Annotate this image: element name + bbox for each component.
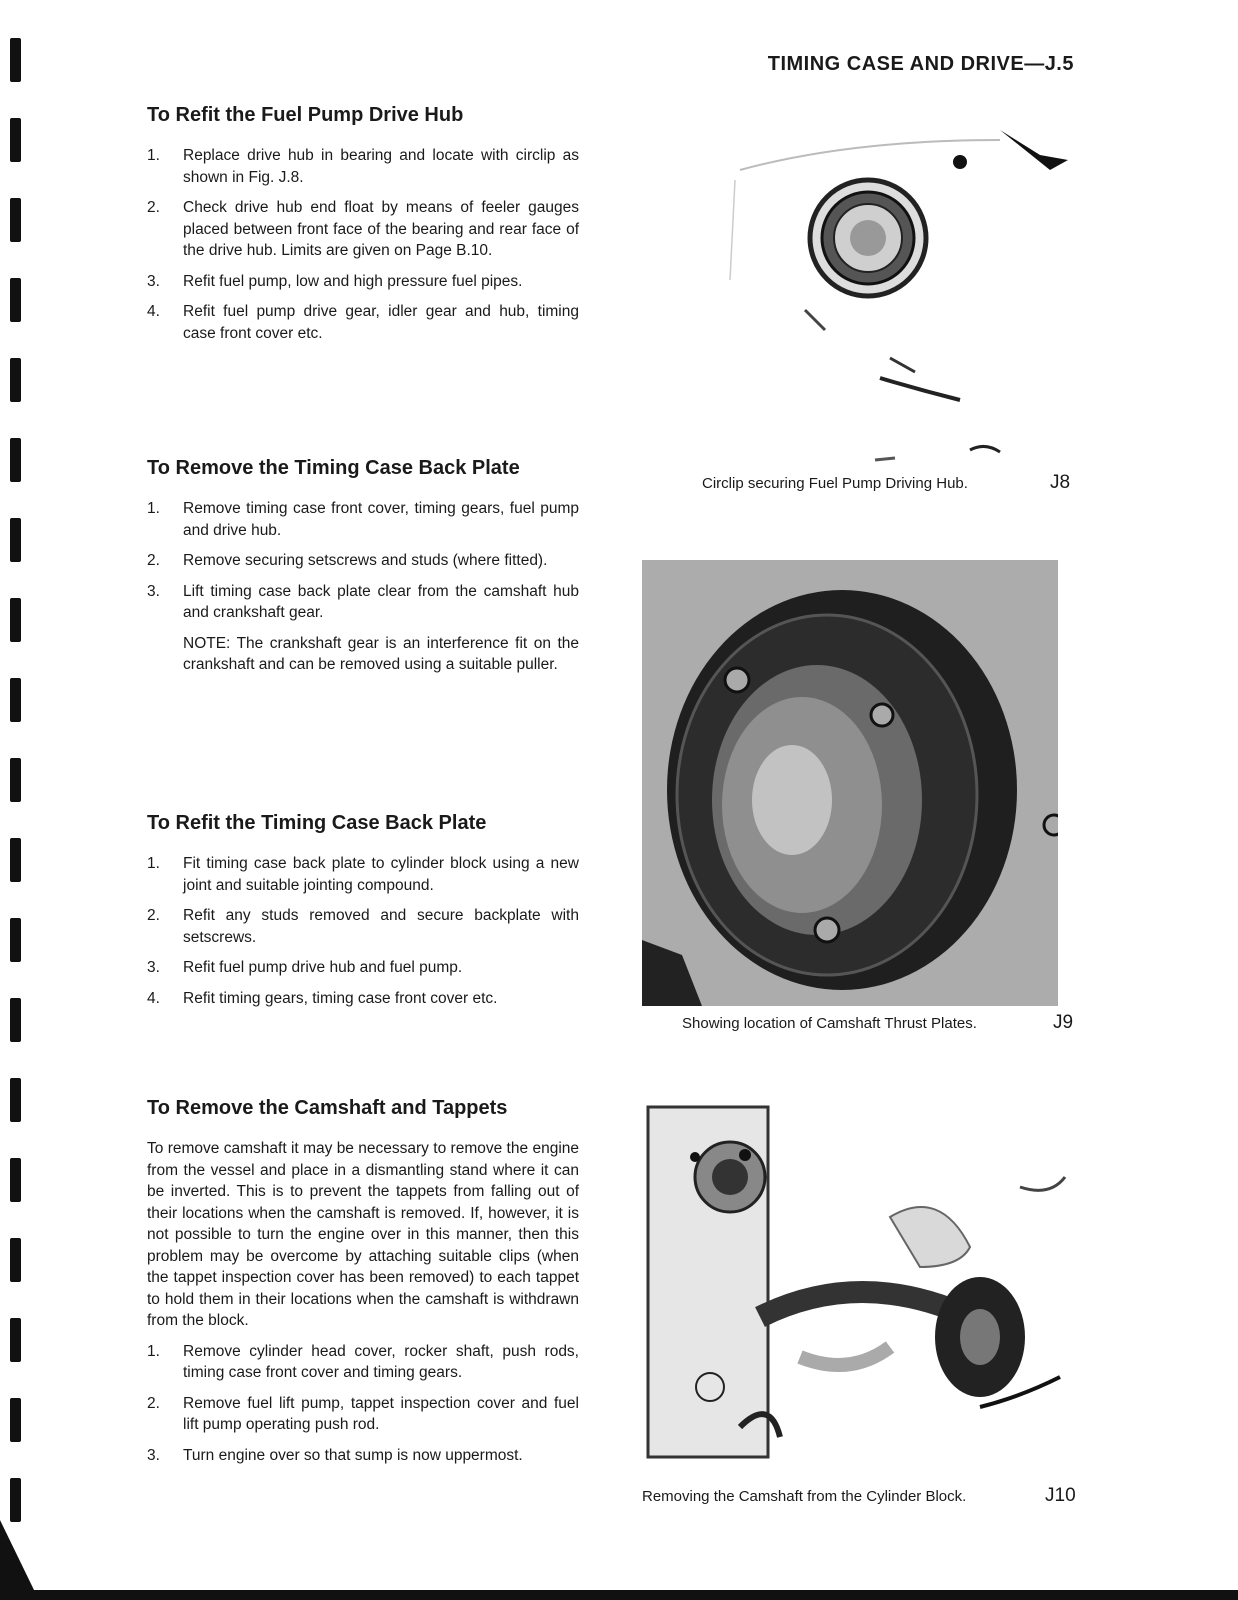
photo-illustration (700, 100, 1080, 470)
photo-camshaft-thrust-plates (642, 560, 1058, 1006)
step-item (147, 271, 579, 293)
section-refit-fuel-pump-drive-hub (147, 104, 579, 353)
step-text: Remove fuel lift pump, tappet inspection cover and fuel lift pump operating push rod. (183, 1394, 579, 1433)
photo-fuel-pump-drive-hub-circlip (700, 100, 1080, 470)
step-item (147, 957, 579, 979)
intro-paragraph: To remove camshaft it may be necessary to remove the engine from the vessel and place in a dismantling stand where it can be inverted. This is to prevent the tappets from falling out of their locations when the camshaft is removed. If, however, it is not possible to turn the engine over in this manner, then this problem may be overcome by attaching suitable clips (when the tappet inspection cover has been removed) to each tappet to hold them in their locations when the camshaft is withdrawn from the block. (147, 1140, 579, 1329)
section-heading: To Refit the Fuel Pump Drive Hub (147, 104, 464, 126)
figure-number: J9 (1053, 1012, 1074, 1033)
step-text: Lift timing case back plate clear from the camshaft hub and crankshaft gear. (183, 582, 579, 621)
figure-number: J10 (1045, 1485, 1076, 1506)
step-number: 1. (147, 855, 160, 872)
figure-caption: Removing the Camshaft from the Cylinder Block. (642, 1488, 967, 1505)
step-text: Remove securing setscrews and studs (where fitted). (183, 552, 548, 569)
binding-hole (10, 918, 21, 962)
step-item (147, 197, 579, 262)
step-item (147, 988, 579, 1010)
binding-hole (10, 998, 21, 1042)
binding-holes (0, 0, 40, 1600)
step-number: 1. (147, 147, 160, 164)
step-item (147, 550, 579, 572)
step-item (147, 1341, 579, 1384)
page-bottom-rule (0, 1590, 1238, 1600)
binding-hole (10, 1398, 21, 1442)
step-number: 2. (147, 907, 160, 924)
step-text: Refit timing gears, timing case front cover etc. (183, 989, 498, 1007)
step-item (147, 1393, 579, 1436)
photo-illustration (642, 560, 1058, 1006)
step-item (147, 145, 579, 188)
section-remove-camshaft-and-tappets (147, 1097, 579, 1475)
photo-illustration (640, 1097, 1080, 1477)
figure-caption: Circlip securing Fuel Pump Driving Hub. (702, 475, 968, 492)
step-number: 1. (147, 500, 160, 517)
step-list (147, 1341, 579, 1467)
binding-hole (10, 518, 21, 562)
binding-hole (10, 1238, 21, 1282)
step-number: 3. (147, 272, 160, 290)
section-refit-timing-case-back-plate (147, 812, 579, 1018)
step-text: Refit any studs removed and secure backplate with setscrews. (183, 907, 579, 946)
step-text: Check drive hub end float by means of feeler gauges placed between front face of the bearing and rear face of the drive hub. Limits are given on Page B.10. (183, 199, 579, 259)
step-text: Replace drive hub in bearing and locate with circlip as shown in Fig. J.8. (183, 147, 579, 186)
binding-hole (10, 118, 21, 162)
figure-number: J8 (1050, 472, 1071, 493)
section-remove-timing-case-back-plate (147, 457, 579, 685)
binding-hole (10, 1478, 21, 1522)
figure-caption: Showing location of Camshaft Thrust Plates. (682, 1015, 977, 1032)
section-heading: To Remove the Timing Case Back Plate (147, 457, 520, 479)
photo-removing-camshaft (640, 1097, 1080, 1477)
step-list (147, 498, 579, 624)
binding-hole (10, 1158, 21, 1202)
step-list (147, 853, 579, 1009)
section-heading: To Refit the Timing Case Back Plate (147, 812, 487, 834)
step-number: 4. (147, 303, 160, 320)
step-item (147, 905, 579, 948)
step-item (147, 301, 579, 344)
step-number: 3. (147, 959, 160, 976)
step-item (147, 581, 579, 624)
binding-hole (10, 358, 21, 402)
step-item (147, 1445, 579, 1467)
step-text: Refit fuel pump, low and high pressure fuel pipes. (183, 272, 523, 290)
step-item (147, 853, 579, 896)
binding-hole (10, 758, 21, 802)
running-head: TIMING CASE AND DRIVE—J.5 (767, 53, 1074, 75)
binding-hole (10, 1078, 21, 1122)
binding-hole (10, 678, 21, 722)
step-text: Refit fuel pump drive hub and fuel pump. (183, 959, 463, 976)
binding-hole (10, 438, 21, 482)
step-item (147, 498, 579, 541)
page-corner-mark (0, 1520, 34, 1590)
step-number: 4. (147, 989, 160, 1007)
step-text: Remove timing case front cover, timing gears, fuel pump and drive hub. (183, 500, 579, 539)
note-text: NOTE: The crankshaft gear is an interference fit on the crankshaft and can be removed using a suitable puller. (183, 634, 579, 673)
section-heading: To Remove the Camshaft and Tappets (147, 1097, 508, 1119)
step-number: 3. (147, 582, 160, 600)
step-text: Fit timing case back plate to cylinder block using a new joint and suitable jointing compound. (183, 855, 579, 894)
step-number: 2. (147, 199, 160, 216)
binding-hole (10, 198, 21, 242)
step-text: Turn engine over so that sump is now uppermost. (183, 1446, 523, 1464)
step-list (147, 145, 579, 344)
binding-hole (10, 1318, 21, 1362)
step-number: 2. (147, 1394, 160, 1412)
binding-hole (10, 278, 21, 322)
binding-hole (10, 598, 21, 642)
step-text: Remove cylinder head cover, rocker shaft, push rods, timing case front cover and timing gears. (183, 1342, 579, 1381)
binding-hole (10, 38, 21, 82)
binding-hole (10, 838, 21, 882)
step-number: 2. (147, 552, 160, 569)
step-text: Refit fuel pump drive gear, idler gear and hub, timing case front cover etc. (183, 303, 579, 342)
step-number: 1. (147, 1342, 160, 1360)
step-number: 3. (147, 1446, 160, 1464)
